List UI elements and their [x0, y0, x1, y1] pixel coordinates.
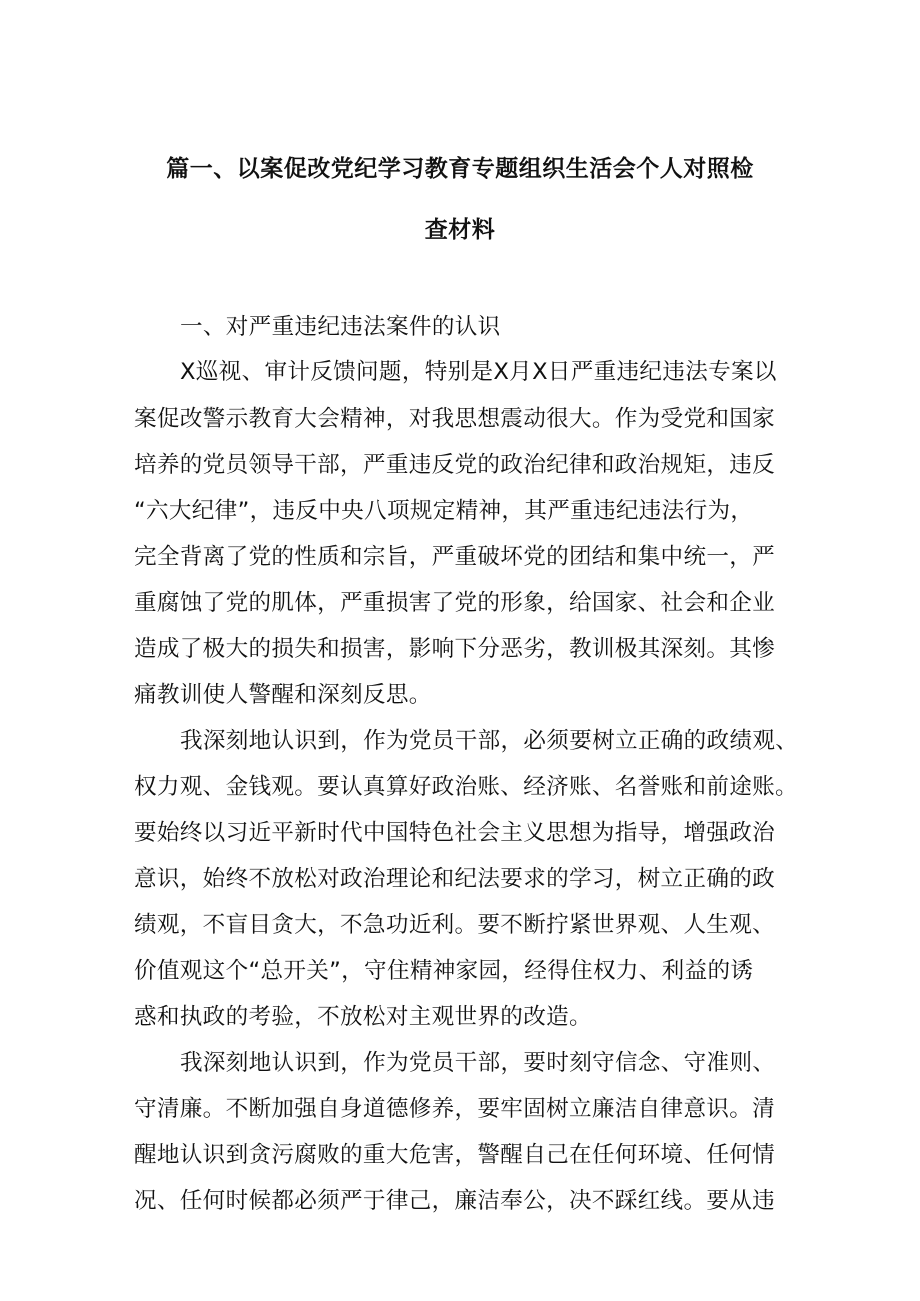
paragraph-line: 权力观、金钱观。要认真算好政治账、经济账、名誉账和前途账。	[134, 774, 798, 800]
paragraph-line: 案促改警示教育大会精神，对我思想震动很大。作为受党和国家	[134, 406, 776, 432]
paragraph-line: 重腐蚀了党的肌体，严重损害了党的形象，给国家、社会和企业	[134, 590, 776, 616]
section-heading: 一、对严重违纪违法案件的认识	[180, 314, 501, 340]
paragraph-line: “六大纪律”，违反中央八项规定精神，其严重违纪违法行为，	[134, 498, 754, 524]
document-title-line-1: 篇一、以案促改党纪学习教育专题组织生活会个人对照检	[166, 156, 754, 182]
paragraph-line: 痛教训使人警醒和深刻反思。	[134, 682, 432, 708]
paragraph-line: 我深刻地认识到，作为党员干部，要时刻守信念、守准则、	[180, 1050, 776, 1076]
paragraph-line: 醒地认识到贪污腐败的重大危害，警醒自己在任何环境、任何情	[134, 1142, 776, 1168]
paragraph-line: 守清廉。不断加强自身道德修养，要牢固树立廉洁自律意识。清	[134, 1096, 776, 1122]
paragraph-line: 完全背离了党的性质和宗旨，严重破坏党的团结和集中统一，严	[134, 544, 776, 570]
paragraph-line: 绩观，不盲目贪大，不急功近利。要不断拧紧世界观、人生观、	[134, 912, 776, 938]
paragraph-line: 造成了极大的损失和损害，影响下分恶劣，教训极其深刻。其惨	[134, 636, 776, 662]
paragraph-line: 意识，始终不放松对政治理论和纪法要求的学习，树立正确的政	[134, 866, 776, 892]
paragraph-line: X巡视、审计反馈问题，特别是X月X日严重违纪违法专案以	[180, 359, 777, 385]
document-title-line-2: 查材料	[424, 217, 496, 243]
paragraph-line: 培养的党员领导干部，严重违反党的政治纪律和政治规矩，违反	[134, 452, 776, 478]
paragraph-line: 要始终以习近平新时代中国特色社会主义思想为指导，增强政治	[134, 820, 776, 846]
paragraph-line: 我深刻地认识到，作为党员干部，必须要树立正确的政绩观、	[180, 728, 799, 754]
paragraph-line: 价值观这个“总开关”，守住精神家园，经得住权力、利益的诱	[134, 958, 754, 984]
paragraph-line: 况、任何时候都必须严于律己，廉洁奉公，决不踩红线。要从违	[134, 1188, 776, 1214]
paragraph-line: 惑和执政的考验，不放松对主观世界的改造。	[134, 1004, 592, 1030]
